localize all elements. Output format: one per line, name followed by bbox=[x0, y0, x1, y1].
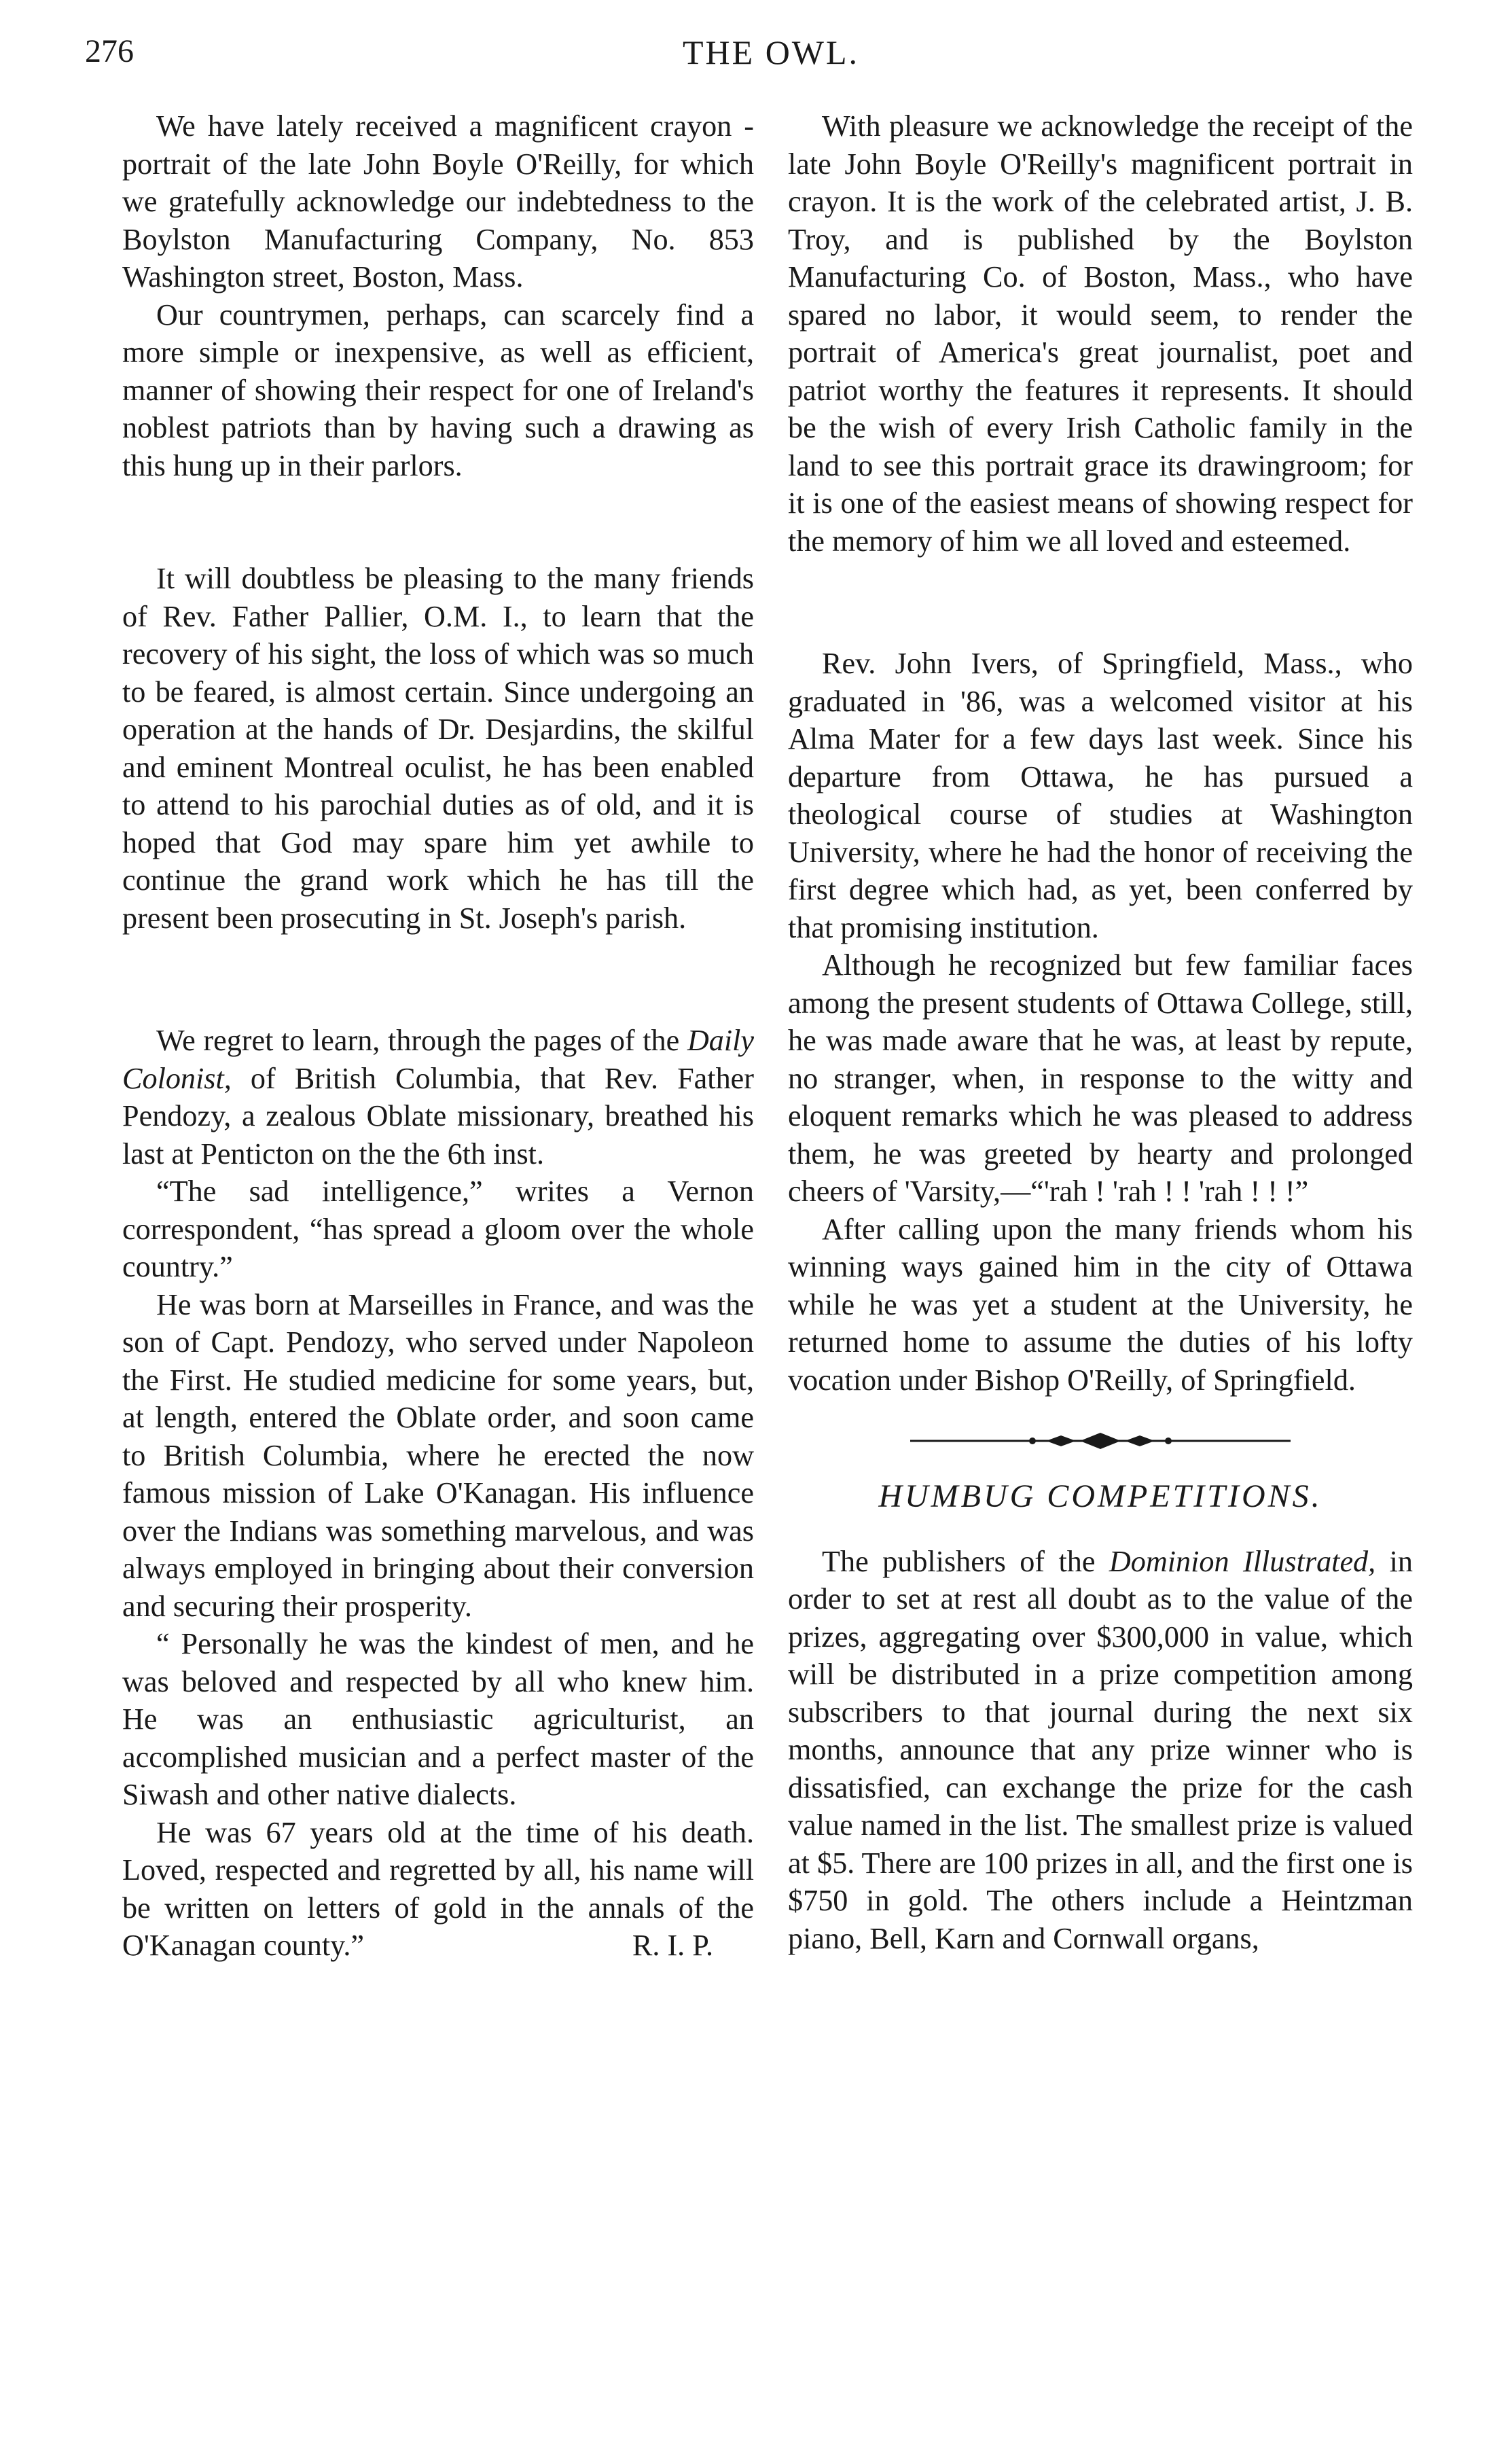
paragraph-gap bbox=[122, 937, 754, 1022]
paragraph-sad-intelligence: “The sad intelligence,” writes a Vernon correspondent, “has spread a gloom over the whole country.” bbox=[122, 1175, 754, 1283]
paragraph-gap bbox=[788, 560, 1413, 645]
paragraph-recognized: Although he recognized but few familiar faces among the present students of Ottawa College, still, he was made aware that he was, at least by repute, no stranger, when, in response to the witty and eloquent remarks which he was pleased to address them, he was greeted by hearty and prolonged cheers of 'Varsity,—“'rah ! 'rah ! ! 'rah ! ! !” bbox=[788, 948, 1413, 1208]
signature: R. I. P. bbox=[632, 1929, 713, 1962]
paragraph-countrymen: Our countrymen, perhaps, can scarcely find a more simple or inexpensive, as well as efficient, manner of showing their respect for one of Ireland's noblest patriots than by having such a drawing as this hung up in their parlors. bbox=[122, 298, 754, 482]
running-title: THE OWL. bbox=[683, 33, 860, 71]
text-run: He was 67 years old at the time of his death. Loved, respected and regretted by all, his name will be written on letters of gold in the annals of the O'Kanagan county.” bbox=[122, 1815, 754, 1962]
page-header bbox=[85, 33, 1430, 80]
paragraph-regret bbox=[122, 1022, 754, 1173]
right-column bbox=[788, 107, 1413, 1957]
text-run: of British Columbia, that Rev. Father Pendozy, a zealous Oblate missionary, breathed his last at Penticton on the the 6th inst. bbox=[122, 1061, 754, 1171]
paragraph-gap bbox=[122, 484, 754, 560]
text-run: The publishers of the bbox=[822, 1544, 1109, 1578]
paragraph-portrait-acknowledgement: We have lately received a magnificent crayon - portrait of the late John Boyle O'Reilly, for which we gratefully acknowledge our indebtedness to the Boylston Manufacturing Company, No. 853 Washington street, Boston, Mass. bbox=[122, 109, 754, 293]
paragraph-father-pallier: It will doubtless be pleasing to the many friends of Rev. Father Pallier, O.M. I., to learn that the recovery of his sight, the loss of which was so much to be feared, is almost certain. Since undergoing an operation at the hands of Dr. Desjardins, the skilful and eminent Montreal oculist, he has been enabled to attend to his parochial duties as of old, and it is hoped that God may spare him yet awhile to continue the grand work which he has till the present been prosecuting in St. Joseph's parish. bbox=[122, 562, 754, 935]
text-run: We regret to learn, through the pages of the bbox=[156, 1024, 687, 1057]
paragraph-humbug bbox=[788, 1543, 1413, 1958]
newspaper-title: Daily Colonist, bbox=[122, 1024, 754, 1095]
paragraph-rev-ivers: Rev. John Ivers, of Springfield, Mass., who graduated in '86, was a welcomed visitor at his Alma Mater for a few days last week. Since his departure from Ottawa, he has pursued a theological course of studies at Washington University, where he had the honor of receiving the first degree which had, as yet, been conferred by that promising institution. bbox=[788, 647, 1413, 944]
journal-title: Dominion Illustrated, bbox=[1109, 1544, 1376, 1578]
section-title: HUMBUG COMPETITIONS. bbox=[878, 1478, 1322, 1514]
paragraph-personally: “ Personally he was the kindest of men, and he was beloved and respected by all who knew him. He was an enthusiastic agriculturist, an accomplished musician and a perfect master of the Siwash and other native dialects. bbox=[122, 1627, 754, 1811]
ornament-divider bbox=[910, 1431, 1291, 1450]
left-column bbox=[122, 107, 754, 1965]
paragraph-biography: He was born at Marseilles in France, and was the son of Capt. Pendozy, who served under Napoleon the First. He studied medicine for some years, but, at length, entered the Oblate order, and soon came to British Columbia, where he erected the now famous mission of Lake O'Kanagan. His influence over the Indians was something marvelous, and was always employed in bringing about their conversion and securing their prosperity. bbox=[122, 1287, 754, 1623]
text-run: in order to set at rest all doubt as to the value of the prizes, aggregating over $300,000 in value, which will be distributed in a prize competition among subscribers to that journal during the next six months, announce that any prize winner who is dissatisfied, can exchange the prize for the cash value named in the list. The smallest prize is valued at $5. There are 100 prizes in all, and the first one is $750 in gold. The others include a Heintzman piano, Bell, Karn and Cornwall organs, bbox=[788, 1544, 1414, 1955]
page-number: 276 bbox=[85, 33, 134, 69]
paragraph-after-calling: After calling upon the many friends whom his winning ways gained him in the city of Ottawa while he was yet a student at the University, he returned home to assume the duties of his lofty vocation under Bishop O'Reilly, of Springfield. bbox=[788, 1212, 1413, 1397]
paragraph-death bbox=[122, 1814, 754, 1965]
paragraph-crayon-portrait: With pleasure we acknowledge the receipt of the late John Boyle O'Reilly's magnificent portrait in crayon. It is the work of the celebrated artist, J. B. Troy, and is published by the Boylston Manufacturing Co. of Boston, Mass., who have spared no labor, it would seem, to render the portrait of America's great journalist, poet and patriot worthy the features it represents. It should be the wish of every Irish Catholic family in the land to see this portrait grace its drawingroom; for it is one of the easiest means of showing respect for the memory of him we all loved and esteemed. bbox=[788, 109, 1413, 558]
